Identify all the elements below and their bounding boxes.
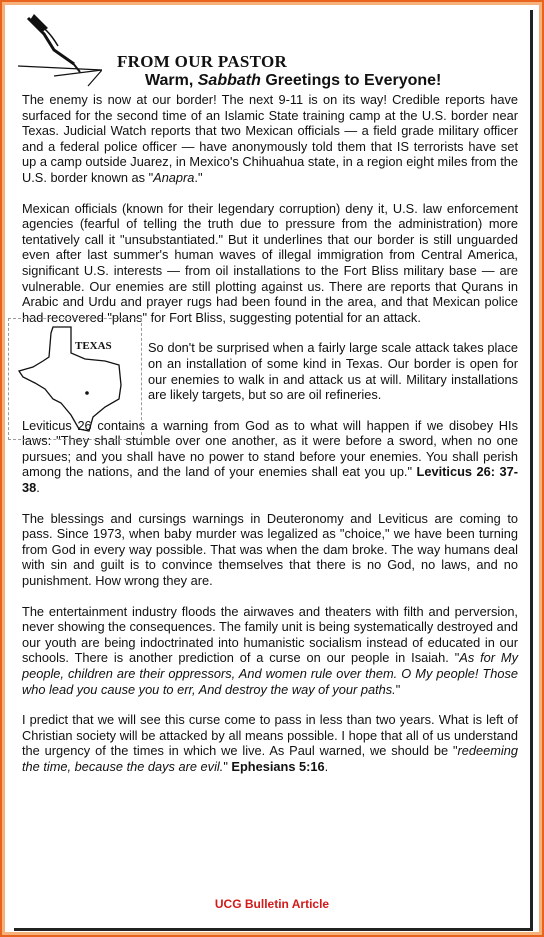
paragraph-5 [22,511,518,589]
p7-text: I predict that we will see this curse come to pass in less than two years. What is left of Christian society will be attacked by all means possible. I hope that all of us understand the urgency of the times in which we live. As Paul warned, we should be " [22,712,518,759]
p5-text: The blessings and cursings warnings in Deuteronomy and Leviticus are coming to pass. Since 1973, when baby murder was legalized as "choice," we have been turning from God in every way possible. That was when the dam broke. The way humans deal with sin and guilt is to convince themselves that there is no God, no laws, and no punishment. How wrong they are. [22,510,518,589]
p1-text: The enemy is now at our border! The next 9-11 is on its way! Credible reports have surfaced for the second time of an Islamic State training camp at the U.S. border near Texas. Judicial Watch reports that two Mexican officials — a field grade military officer and a federal police officer — have anonymously told them that IS terrorists have set up a camp outside Juarez, in Mexico's Chihuahua state, in a region eight miles from the U.S. border known as " [22,92,518,185]
texas-outline-icon [9,319,139,437]
quill-pen-icon [14,6,102,88]
title-italic: Sabbath [197,72,261,89]
title-part-1: Warm, [145,72,198,89]
article-body [22,92,518,790]
p4-end: . [36,480,40,496]
p7-final: . [324,758,329,774]
p7-end: " [223,758,232,774]
p7-italic-quote: redeeming the time, because the days are evil. [22,743,518,774]
p4-text: Leviticus 26 contains a warning from God as to what will happen if we disobey HIs laws: "They shall stumble over one another, as it were before a sword, when no one pursues; and you shall have no power to stand before your enemies. You shall perish among the nations, and the land of your enemies shall eat you up." [22,417,518,480]
paragraph-2 [22,201,518,326]
p7-scripture-ref: Ephesians 5:16 [231,758,325,774]
p6-end: " [395,681,401,697]
p1-end: ." [194,169,203,185]
paragraph-6 [22,604,518,698]
section-kicker: FROM OUR PASTOR [117,52,288,71]
p3-text: So don't be surprised when a fairly large scale attack takes place on an installation of some kind in Texas. Our border is open for our enemies to walk in and attack us at will. Military installations are likely targets, but so are oil refineries. [148,340,518,403]
p2-text: Mexican officials (known for their legendary corruption) deny it, U.S. law enforcement agencies (fearful of telling the truth due to pressure from the administration) more tentatively call it "unsubstantiated." But it underlines that our border is still unguarded even after last summer's human waves of illegal immigration from Central America, significant U.S. interests — from oil installations to the Fort Bliss military base — are vulnerable. Our enemies are still plotting against us. There are reports that Qurans in Arabic and Urdu and prayer rugs had been found in the area, and that Mexican police had recovered "plans" for Fort Bliss, suggesting potential for an attack. [22,200,518,325]
p1-italic: Anapra [153,169,195,185]
page-title [145,72,441,90]
paragraph-1 [22,92,518,186]
p4-scripture-ref: Leviticus 26: 37-38 [22,464,518,496]
map-label: TEXAS [75,340,112,352]
p6-italic-quote: As for My people, children are their oppressors, And women rule over them. O My people! Those who lead you cause you to err, And destroy the way of your paths. [22,650,518,697]
paragraph-7 [22,712,518,774]
footer-credit: UCG Bulletin Article [214,897,330,911]
p6-text: The entertainment industry floods the airwaves and theaters with filth and perversion, never showing the consequences. The family unit is being systematically destroyed and our youth are being indoctrinated into humanistic socialism instead of educated in our schools. There is another prediction of a curse on our people in Isaiah. " [22,603,518,666]
texas-map [8,318,142,440]
title-part-2: Greetings to Everyone! [260,72,442,89]
